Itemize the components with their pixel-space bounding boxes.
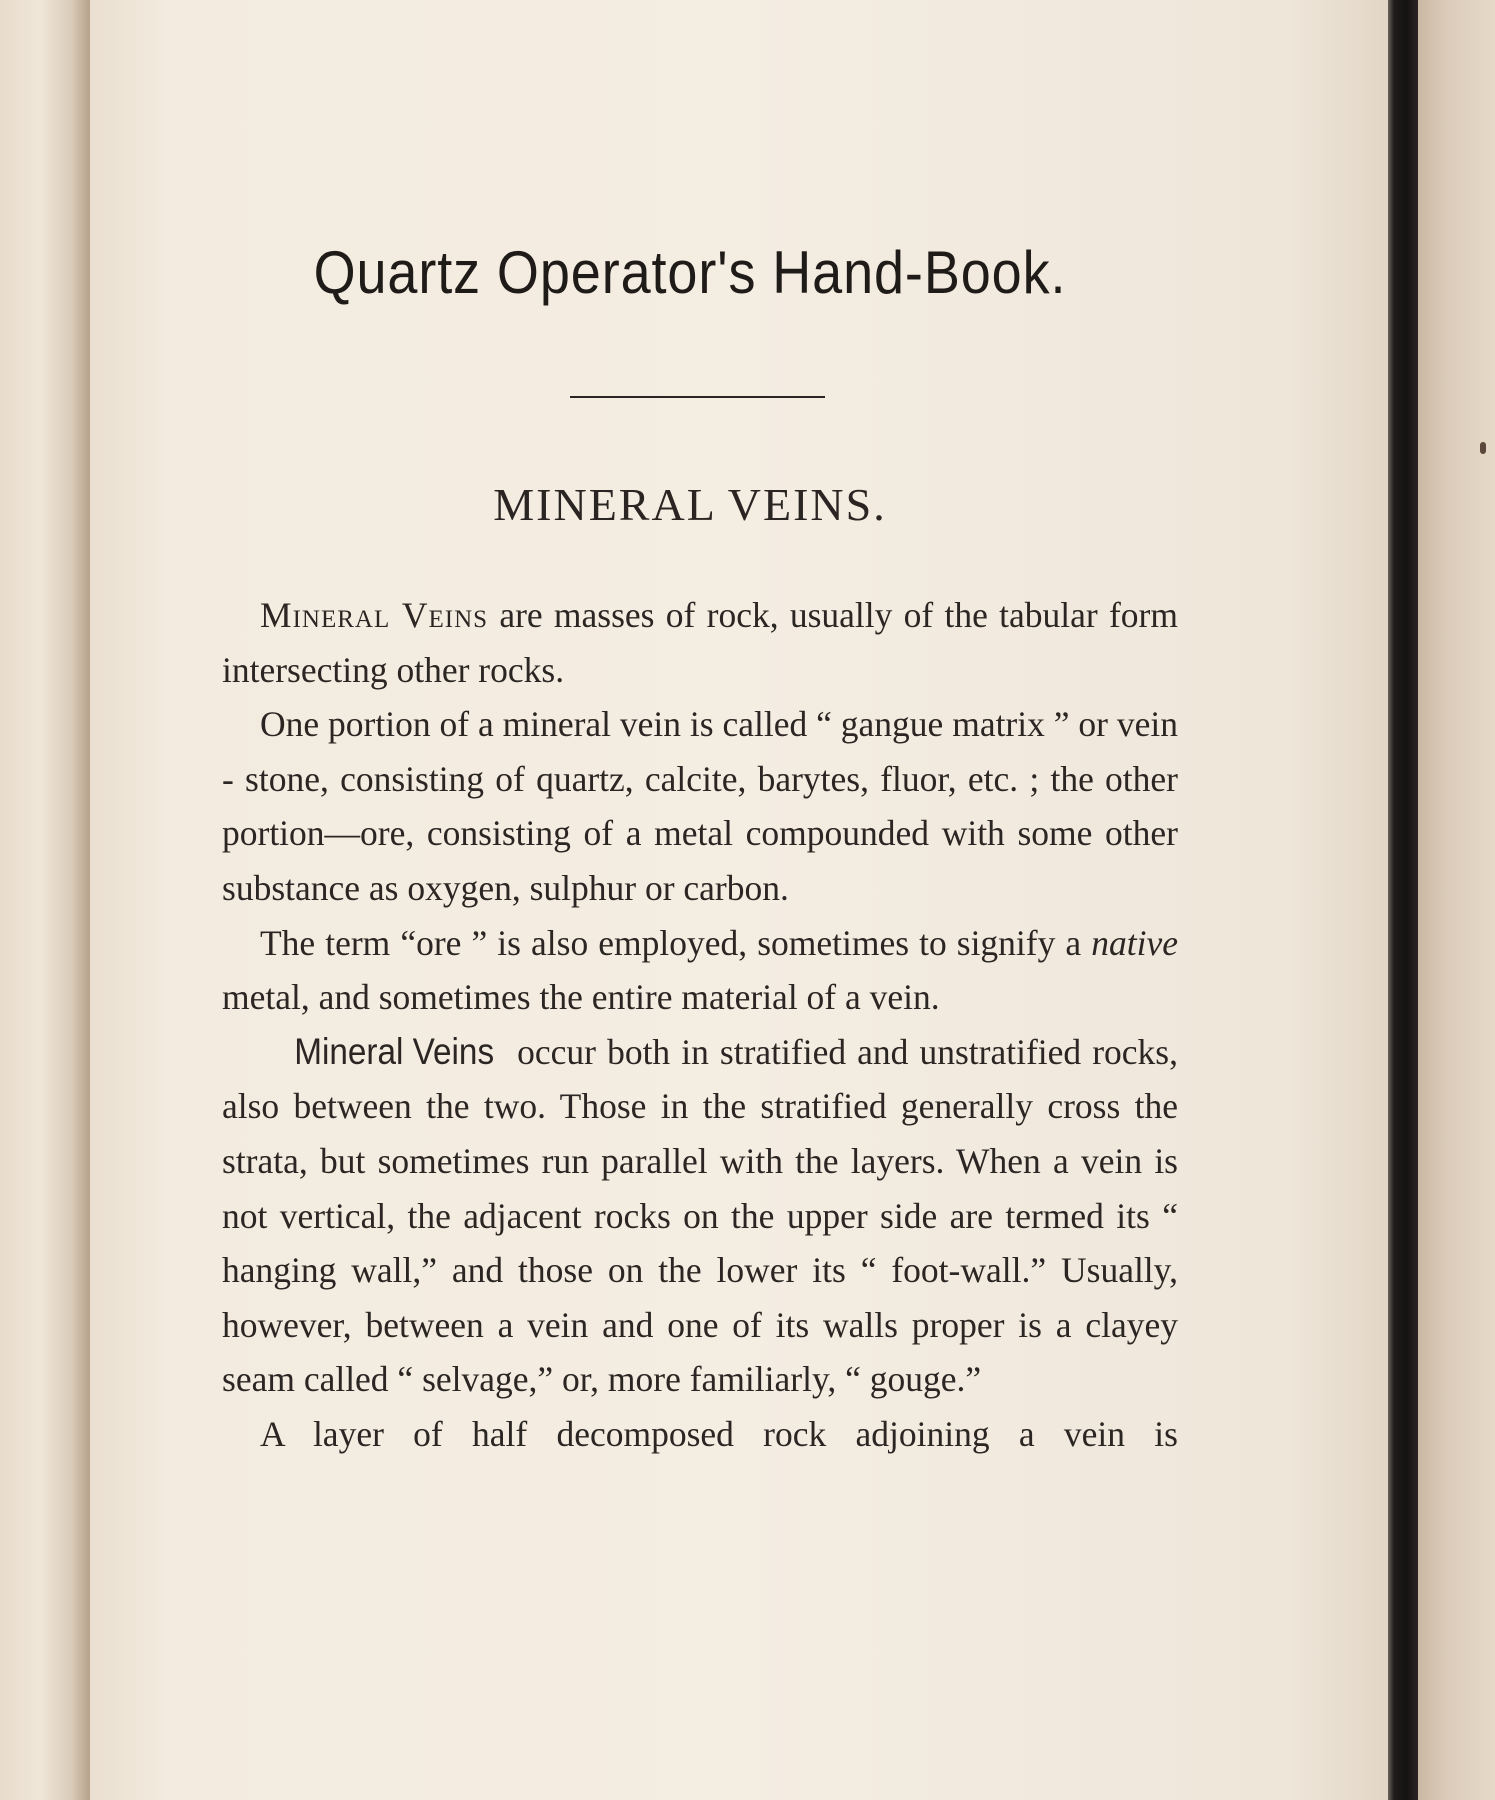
paragraph-2-text: One portion of a mineral vein is called “ gangue matrix ” or vein - stone, consisting of quartz, calcite, barytes, fluor, etc. ; the other portion—ore, consisting of a metal compounded with some other substance as oxygen, sulphur or carbon. [222, 704, 1178, 908]
paragraph-1-text: are masses of rock, usually of the tabular form intersecting other rocks. [222, 595, 1178, 690]
paragraph-3-italic: native [1091, 922, 1178, 963]
book-title: Quartz Operator's Hand-Book. [313, 239, 1067, 306]
paragraph-3-text-a: The term “ore ” is also employed, sometimes to signify a [260, 922, 1092, 963]
dust-speck [1480, 442, 1486, 454]
paragraph-4 [222, 1025, 1178, 1407]
paragraph-4-text: occur both in stratified and unstratified rocks, also between the two. Those in the stratified generally cross the strata, but sometimes run parallel with the layers. When a vein is not vertical, the adjacent rocks on the upper side are termed its “ hanging wall,” and those on the lower its “ foot-wall.” Usually, however, between a vein and one of its walls proper is a clayey seam called “ selvage,” or, more familiarly, “ gouge.” [222, 1031, 1178, 1400]
paragraph-4-lead: Mineral Veins [294, 1030, 495, 1072]
paragraph-5-text: A layer of half decomposed rock adjoining a vein is [260, 1413, 1178, 1454]
paragraph-5 [222, 1407, 1178, 1462]
section-heading: MINERAL VEINS. [493, 479, 887, 530]
paragraph-3 [222, 916, 1178, 1025]
book-binding [1388, 0, 1418, 1800]
paragraph-1 [222, 588, 1178, 697]
paragraph-1-lead: Mineral Veins [260, 595, 489, 635]
paragraph-2 [222, 697, 1178, 915]
body-text [222, 588, 1178, 1462]
title-divider [570, 396, 825, 398]
paragraph-3-text-b: metal, and sometimes the entire material of a vein. [222, 977, 940, 1018]
background-surface [1418, 0, 1495, 1800]
